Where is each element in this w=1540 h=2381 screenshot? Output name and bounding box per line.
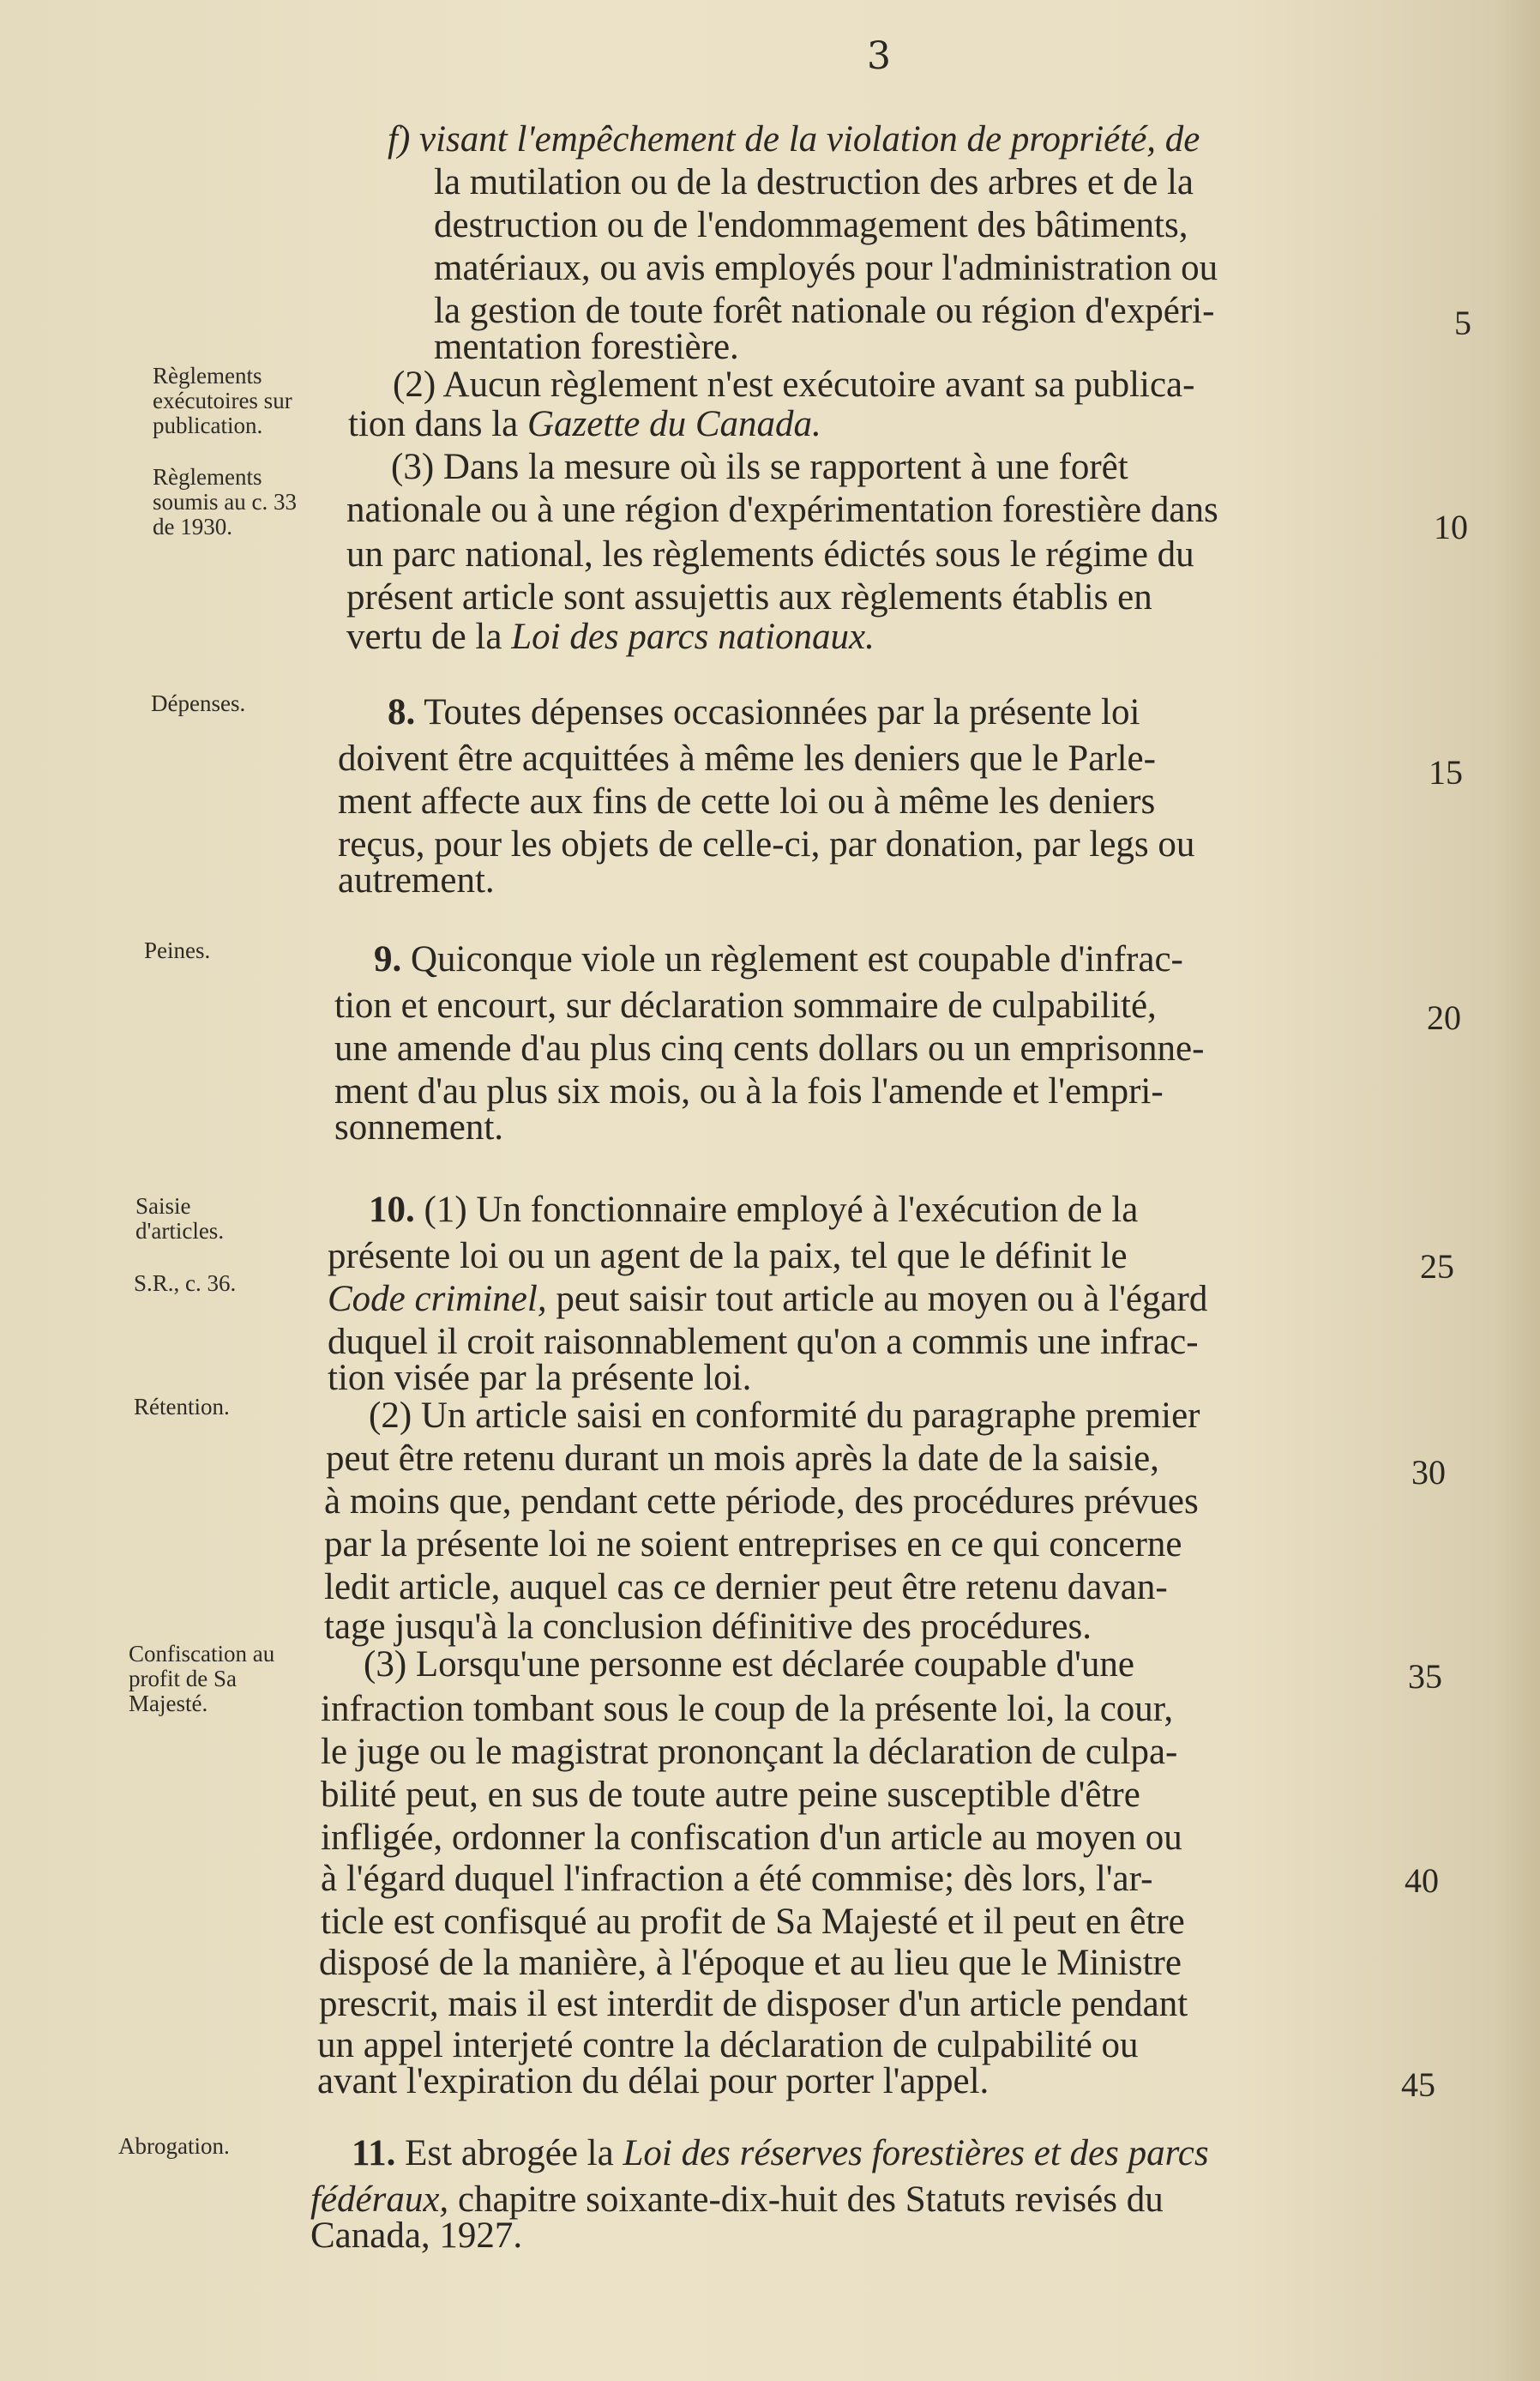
line-number: 30 bbox=[1411, 1453, 1446, 1492]
text-line: sonnement. bbox=[334, 1107, 504, 1148]
section-number: 11. bbox=[352, 2133, 396, 2173]
line-number: 10 bbox=[1434, 508, 1468, 546]
text-line: présente loi ou un agent de la paix, tel que le définit le bbox=[328, 1236, 1128, 1276]
text-line: autrement. bbox=[338, 860, 495, 901]
text-line bbox=[369, 1189, 1138, 1232]
section-number: 9. bbox=[374, 939, 402, 980]
text-line: la mutilation ou de la destruction des arbres et de la bbox=[434, 162, 1194, 202]
line-number: 15 bbox=[1429, 753, 1463, 792]
text-line: infraction tombant sous le coup de la présente loi, la cour, bbox=[321, 1689, 1174, 1729]
text-line bbox=[346, 616, 875, 659]
text-line: une amende d'au plus cinq cents dollars ou un emprisonne- bbox=[334, 1028, 1205, 1069]
text-line: ledit article, auquel cas ce dernier peut être retenu davan- bbox=[324, 1567, 1168, 1607]
text-line-f1: f) visant l'empêchement de la violation de propriété, de bbox=[388, 119, 1200, 160]
text-line: nationale ou à une région d'expérimentation forestière dans bbox=[346, 490, 1218, 530]
section-number: 10. bbox=[369, 1190, 415, 1230]
text-line: avant l'expiration du délai pour porter l'appel. bbox=[317, 2061, 990, 2101]
section-number: 8. bbox=[388, 692, 416, 732]
act-title: Loi des réserves forestières et des parcs bbox=[623, 2133, 1209, 2173]
margin-note-sr: S.R., c. 36. bbox=[134, 1270, 237, 1296]
text-line: un parc national, les règlements édictés sous le régime du bbox=[346, 534, 1194, 575]
text-line: ment affecte aux fins de cette loi ou à même les deniers bbox=[338, 781, 1156, 822]
margin-note-soumis: Règlements soumis au c. 33 de 1930. bbox=[153, 464, 297, 539]
page-number: 3 bbox=[867, 34, 891, 78]
text-line: (3) Lorsqu'une personne est déclarée coupable d'une bbox=[364, 1644, 1135, 1685]
text-line: tage jusqu'à la conclusion définitive des procédures. bbox=[324, 1606, 1092, 1647]
text-line: un appel interjeté contre la déclaration de culpabilité ou bbox=[317, 2025, 1139, 2065]
text-span: chapitre soixante-dix-huit des Statuts revisés du bbox=[448, 2179, 1164, 2220]
text-span: tion dans la bbox=[348, 404, 527, 444]
text-line bbox=[348, 403, 821, 446]
line-number: 40 bbox=[1405, 1861, 1439, 1900]
text-span: vertu de la bbox=[346, 617, 512, 657]
text-line: la gestion de toute forêt nationale ou région d'expéri- bbox=[434, 291, 1215, 331]
text-line: tion visée par la présente loi. bbox=[328, 1358, 752, 1398]
text-line: (3) Dans la mesure où ils se rapportent à une forêt bbox=[391, 447, 1128, 487]
text-span: (1) Un fonctionnaire employé à l'exécution de la bbox=[414, 1190, 1139, 1230]
text-line: (2) Un article saisi en conformité du paragraphe premier bbox=[369, 1395, 1200, 1436]
text-span: Est abrogée la bbox=[395, 2133, 623, 2173]
margin-note-depenses: Dépenses. bbox=[151, 690, 246, 716]
text-line bbox=[388, 118, 1200, 161]
margin-note-executoires: Règlements exécutoires sur publication. bbox=[153, 363, 292, 438]
gazette-title: Gazette du Canada. bbox=[527, 404, 821, 444]
act-title: Loi des parcs nationaux. bbox=[511, 617, 875, 657]
margin-note-abrogation: Abrogation. bbox=[118, 2133, 230, 2159]
text-line: présent article sont assujettis aux règlements établis en bbox=[346, 577, 1152, 618]
text-line: mentation forestière. bbox=[434, 327, 739, 367]
line-number: 45 bbox=[1401, 2065, 1435, 2104]
text-line bbox=[352, 2132, 1209, 2175]
line-number: 25 bbox=[1420, 1247, 1454, 1286]
text-span: Quiconque viole un règlement est coupable d'infrac- bbox=[401, 939, 1183, 980]
text-line bbox=[374, 938, 1183, 981]
line-number: 35 bbox=[1408, 1657, 1442, 1696]
code-title: Code criminel, bbox=[328, 1279, 547, 1319]
text-line: à moins que, pendant cette période, des procédures prévues bbox=[324, 1481, 1199, 1522]
text-line: infligée, ordonner la confiscation d'un article au moyen ou bbox=[321, 1817, 1182, 1858]
line-number: 5 bbox=[1454, 304, 1471, 342]
text-line: matériaux, ou avis employés pour l'administration ou bbox=[434, 248, 1218, 288]
act-title: fédéraux, bbox=[310, 2179, 449, 2220]
text-line: peut être retenu durant un mois après la date de la saisie, bbox=[326, 1438, 1159, 1479]
text-line bbox=[388, 691, 1140, 734]
margin-note-retention: Rétention. bbox=[134, 1394, 230, 1420]
text-line: ment d'au plus six mois, ou à la fois l'amende et l'empri- bbox=[334, 1071, 1164, 1112]
margin-note-peines: Peines. bbox=[144, 937, 211, 963]
text-line: par la présente loi ne soient entreprises en ce qui concerne bbox=[324, 1524, 1182, 1564]
text-line: reçus, pour les objets de celle-ci, par donation, par legs ou bbox=[338, 824, 1195, 865]
text-span: Toutes dépenses occasionnées par la présente loi bbox=[415, 692, 1140, 732]
text-line: duquel il croit raisonnablement qu'on a commis une infrac- bbox=[328, 1322, 1199, 1362]
text-span: peut saisir tout article au moyen ou à l'égard bbox=[546, 1279, 1208, 1319]
text-line: (2) Aucun règlement n'est exécutoire avant sa publica- bbox=[393, 365, 1195, 405]
text-line: destruction ou de l'endommagement des bâtiments, bbox=[434, 205, 1188, 245]
text-line: tion et encourt, sur déclaration sommaire de culpabilité, bbox=[334, 986, 1157, 1026]
text-line: le juge ou le magistrat prononçant la déclaration de culpa- bbox=[321, 1732, 1178, 1772]
text-line bbox=[328, 1278, 1207, 1321]
margin-note-confiscation: Confiscation au profit de Sa Majesté. bbox=[129, 1641, 275, 1716]
text-line: bilité peut, en sus de toute autre peine susceptible d'être bbox=[321, 1775, 1140, 1815]
text-line: ticle est confisqué au profit de Sa Majesté et il peut en être bbox=[321, 1902, 1185, 1942]
text-line: prescrit, mais il est interdit de disposer d'un article pendant bbox=[319, 1984, 1188, 2024]
margin-note-saisie: Saisie d'articles. bbox=[135, 1193, 225, 1244]
text-line: Canada, 1927. bbox=[310, 2215, 523, 2256]
text-line: doivent être acquittées à même les deniers que le Parle- bbox=[338, 738, 1156, 779]
line-number: 20 bbox=[1427, 998, 1461, 1037]
text-line: à l'égard duquel l'infraction a été commise; dès lors, l'ar- bbox=[321, 1859, 1153, 1899]
text-line: disposé de la manière, à l'époque et au lieu que le Ministre bbox=[319, 1943, 1182, 1983]
